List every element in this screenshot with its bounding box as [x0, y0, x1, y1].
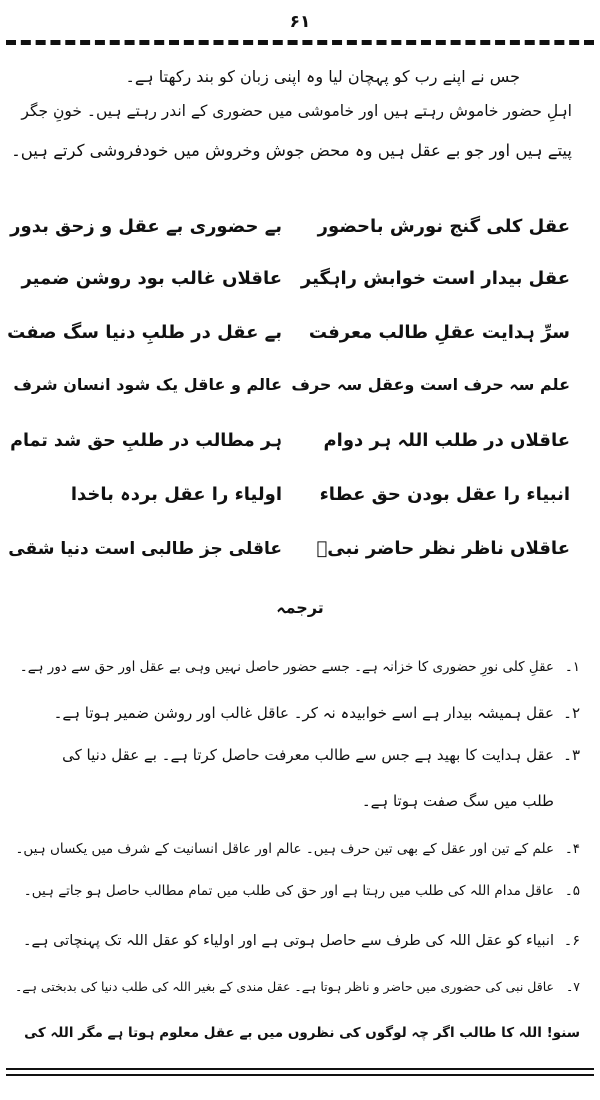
translation-number: ۱۔ — [564, 659, 580, 675]
intro-line-3: پیتے ہیں اور جو بے عقل ہیں وہ محض جوش وخروش میں خودفروشی کرتے ہیں۔ — [11, 141, 572, 160]
verse-left-hemistich: ہر مطالب در طلبِ حق شد تمام — [10, 431, 282, 451]
translation-item — [23, 930, 580, 952]
verse-left-hemistich: اولیاء را عقل بردہ باخدا — [70, 484, 282, 505]
verse-couplet — [0, 370, 600, 400]
translation-text: انبیاء کو عقل اللہ کی طرف سے حاصل ہوتی ہے اور اولیاء کو عقل اللہ تک پہنچاتی ہے۔ — [23, 933, 554, 949]
verse-left-hemistich: عاقلی جز طالبی است دنیا شقی — [8, 539, 282, 559]
verse-couplet — [0, 534, 600, 564]
page-number: ۶۱ — [289, 12, 311, 32]
verse-left-hemistich: عاقلاں غالب بود روشن ضمیر — [21, 268, 282, 289]
verse-left-hemistich: عالم و عاقل یک شود انسان شرف — [13, 375, 282, 394]
translation-number: ۲۔ — [563, 704, 580, 722]
verse-right-hemistich: علم سہ حرف است وعقل سہ حرف — [291, 375, 570, 394]
translation-item — [24, 880, 580, 902]
translation-number: ۴۔ — [564, 841, 580, 857]
verse-couplet — [0, 212, 600, 242]
translation-item — [15, 838, 580, 860]
verse-right-hemistich: عقل بیدار است خوابش راہگیر — [300, 268, 570, 289]
verse-right-hemistich: عاقلاں در طلب اللہ ہر دوام — [323, 430, 570, 451]
translation-text: عاقل مدام اللہ کی طلب میں رہتا ہے اور حق کی طلب میں تمام مطالب حاصل ہو جاتے ہیں۔ — [23, 883, 554, 899]
translation-item — [54, 702, 580, 724]
verse-couplet — [0, 426, 600, 456]
translation-text: عقل ہدایت کا بھید ہے جس سے طالب معرفت حاصل کرتا ہے۔ بے عقل دنیا کی — [62, 746, 554, 764]
translation-number: ۶۔ — [563, 933, 580, 949]
intro-line-2: اہلِ حضور خاموش رہتے ہیں اور خاموشی میں حضوری کے اندر رہتے ہیں۔ خونِ جگر — [21, 102, 572, 120]
translation-text: طلب میں سگ صفت ہوتا ہے۔ — [361, 792, 554, 810]
verse-couplet — [0, 480, 600, 510]
translation-number: ۳۔ — [563, 746, 580, 764]
bottom-divider — [6, 1074, 594, 1076]
translation-text: عاقل نبی کی حضوری میں حاضر و ناظر ہوتا ہے۔ عقل مندی کے بغیر اللہ کی طلب دنیا کی بدبختی ہے۔ — [14, 979, 554, 994]
verse-couplet — [0, 264, 600, 294]
translation-item — [15, 976, 580, 998]
verse-couplet — [0, 318, 600, 348]
translation-item — [20, 656, 580, 678]
translation-number: ۵۔ — [564, 883, 580, 899]
translation-item — [62, 744, 580, 766]
bottom-divider — [6, 1068, 594, 1070]
translation-item — [362, 790, 580, 812]
translation-text: عقل ہمیشہ بیدار ہے اسے خوابیدہ نہ کر۔ عاقل غالب اور روشن ضمیر ہوتا ہے۔ — [53, 704, 554, 722]
closing-line: سنو! اللہ کا طالب اگر چہ لوگوں کی نظروں میں بے عقل معلوم ہوتا ہے مگر اللہ کی — [24, 1025, 580, 1041]
verse-right-hemistich: سرِّ ہدایت عقلِ طالب معرفت — [308, 322, 570, 343]
translation-text: عقلِ کلی نورِ حضوری کا خزانہ ہے۔ جسے حضور حاصل نہیں وہی بے عقل اور حق سے دور ہے۔ — [19, 659, 554, 675]
intro-line-1: جس نے اپنے رب کو پہچان لیا وہ اپنی زبان کو بند رکھتا ہے۔ — [125, 67, 520, 86]
verse-left-hemistich: بے عقل در طلبِ دنیا سگ صفت — [7, 322, 282, 343]
translation-number: ۷۔ — [565, 979, 580, 994]
translation-heading: ترجمہ — [276, 598, 324, 617]
verse-right-hemistich: انبیاء را عقل بودن حق عطاء — [319, 484, 570, 505]
verse-left-hemistich: بے حضوری بے عقل و زحق بدور — [10, 216, 282, 237]
top-divider — [6, 40, 594, 45]
verse-right-hemistich: عاقلاں ناظر نظر حاضر نبیؐ — [316, 538, 570, 559]
translation-text: علم کے تین اور عقل کے بھی تین حرف ہیں۔ عالم اور عاقل انسانیت کے شرف میں یکساں ہیں۔ — [15, 841, 554, 857]
verse-right-hemistich: عقل کلی گنج نورش باحضور — [317, 216, 570, 237]
